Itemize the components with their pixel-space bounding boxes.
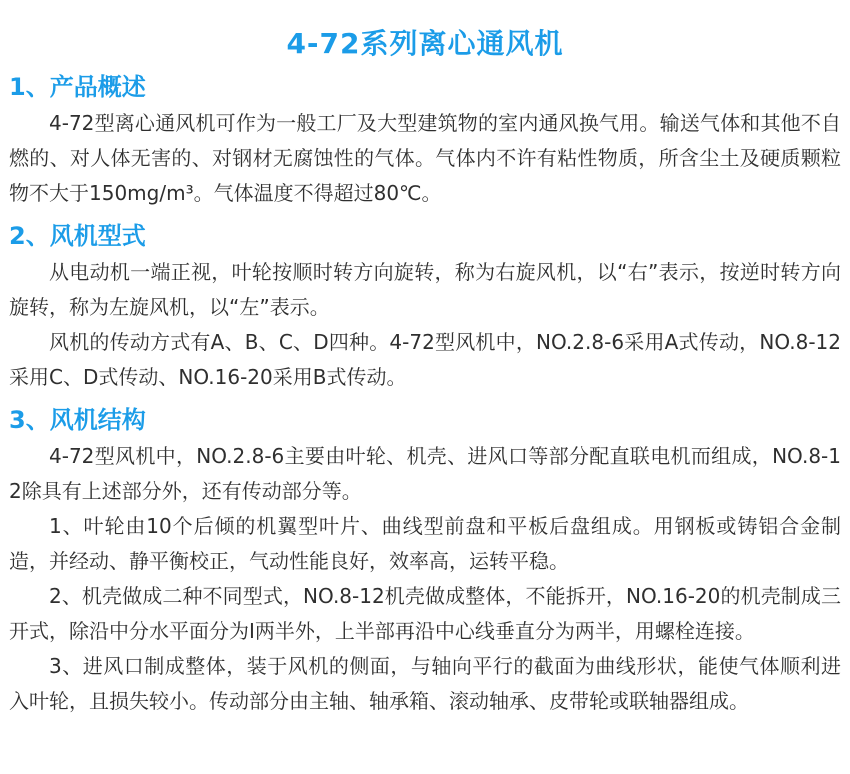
section-product-overview bbox=[9, 70, 841, 211]
section-fan-structure bbox=[9, 403, 841, 719]
paragraph: 从电动机一端正视，叶轮按顺时转方向旋转，称为右旋风机，以“右”表示，按逆时转方向旋转，称为左旋风机，以“左”表示。 bbox=[9, 260, 841, 319]
paragraph: 风机的传动方式有A、B、C、D四种。4-72型风机中，NO.2.8-6采用A式传动，NO.8-12采用C、D式传动、NO.16-20采用B式传动。 bbox=[9, 330, 841, 389]
paragraph: 1、叶轮由10个后倾的机翼型叶片、曲线型前盘和平板后盘组成。用钢板或铸铝合金制造，并经动、静平衡校正，气动性能良好，效率高，运转平稳。 bbox=[9, 514, 841, 573]
paragraph: 4-72型风机中，NO.2.8-6主要由叶轮、机壳、进风口等部分配直联电机而组成，NO.8-12除具有上述部分外，还有传动部分等。 bbox=[9, 444, 841, 503]
paragraph: 3、进风口制成整体，装于风机的侧面，与轴向平行的截面为曲线形状，能使气体顺利进入叶轮，且损失较小。传动部分由主轴、轴承箱、滚动轴承、皮带轮或联轴器组成。 bbox=[9, 654, 841, 713]
section-heading-product-overview: 1、产品概述 bbox=[9, 73, 146, 101]
paragraph: 2、机壳做成二种不同型式，NO.8-12机壳做成整体，不能拆开，NO.16-20的机壳制成三开式，除沿中分水平面分为I两半外，上半部再沿中心线垂直分为两半，用螺栓连接。 bbox=[9, 584, 841, 643]
paragraph: 4-72型离心通风机可作为一般工厂及大型建筑物的室内通风换气用。输送气体和其他不自燃的、对人体无害的、对钢材无腐蚀性的气体。气体内不许有粘性物质，所含尘土及硬质颗粒物不大于150mg/m³。气体温度不得超过80℃。 bbox=[9, 111, 841, 205]
section-fan-type bbox=[9, 219, 841, 395]
section-heading-fan-type: 2、风机型式 bbox=[9, 222, 146, 250]
section-heading-fan-structure: 3、风机结构 bbox=[9, 406, 146, 434]
page-title: 4-72系列离心通风机 bbox=[286, 27, 564, 60]
